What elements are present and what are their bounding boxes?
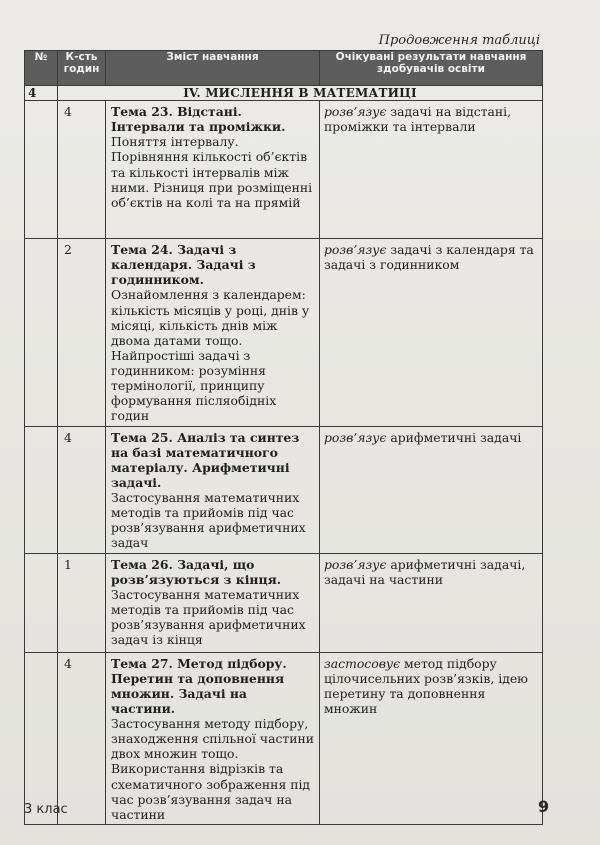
page-number: 9 [538,797,550,816]
content-cell [106,239,320,427]
result-verb: розв’язує [324,556,387,572]
hours-cell: 4 [58,652,106,824]
row-number-cell [25,239,58,427]
results-cell [320,239,543,427]
result-text: задачі на відстані, проміжки та інтервали [324,104,512,135]
topic-title: Тема 27. Метод підбору. Перетин та доповнення множин. Задачі на частини. [111,655,287,716]
hours-cell: 2 [58,239,106,427]
curriculum-table [24,50,543,825]
continuation-label: Продовження таблиці [378,33,540,48]
table-header-row [25,51,543,86]
row-number-cell [25,426,58,553]
hours-cell: 4 [58,426,106,553]
topic-description: Поняття інтервалу. Порівняння кількості об’єктів та кількості інтервалів між ними. Різниця при розміщенні об’єктів на колі та на прямій [111,134,313,210]
row-number-cell [25,101,58,239]
topic-description: Застосування математичних методів та прийомів під час розв’язування арифметичних задач із кінця [111,586,306,648]
topic-description: Застосування математичних методів та прийомів під час розв’язування арифметичних задач [111,490,306,551]
results-cell [320,553,543,652]
topic-description: Застосування методу підбору, знаходження спільної частини двох множин тощо. Використання відрізків та схематичного зображення під час розв’язування задач на частини [111,716,315,822]
table-row [25,426,543,553]
result-text: метод підбору цілочисельних розв’язків, ідею перетину та доповнення множин [324,655,528,716]
hours-cell: 4 [58,101,106,239]
content-cell [106,553,320,652]
topic-title: Тема 25. Аналіз та синтез на базі математичного матеріалу. Арифметичні задачі. [111,429,300,490]
section-title: IV. МИСЛЕННЯ В МАТЕМАТИЦІ [58,86,543,101]
header-hours: К-сть годин [58,51,106,86]
results-cell [320,101,543,239]
row-number-cell [25,553,58,652]
result-verb: розв’язує [324,242,387,257]
result-text: арифметичні задачі, задачі на частини [324,556,526,587]
table-row [25,553,543,652]
table-row [25,239,543,427]
footer-grade-label: 3 клас [24,802,68,817]
results-cell [320,652,543,824]
content-cell [106,652,320,824]
content-cell [106,426,320,553]
hours-cell: 1 [58,553,106,652]
result-verb: розв’язує [324,104,387,119]
topic-title: Тема 26. Задачі, що розв’язуються з кінця. [111,556,282,587]
row-number-cell [25,652,58,824]
result-text: задачі з календаря та задачі з годинником [324,242,534,273]
table-row [25,652,543,824]
content-cell [106,101,320,239]
result-verb: застосовує [324,655,401,671]
section-number: 4 [25,86,58,101]
result-text: арифметичні задачі [386,429,522,445]
topic-title: Тема 23. Відстані. Інтервали та проміжки. [111,104,286,135]
topic-title: Тема 24. Задачі з календаря. Задачі з годинником. [111,242,256,288]
topic-description: Ознайомлення з календарем: кількість місяців у році, днів у місяці, кількість днів між двома датами тощо. Найпростіші задачі з годинником: розуміння термінології, принципу формування післяобідніх годин [111,287,310,424]
section-row [25,86,543,101]
header-results: Очікувані результати навчання здобувачів освіти [320,51,543,86]
table-row [25,101,543,239]
results-cell [320,426,543,553]
header-number: № [25,51,58,86]
header-content: Зміст навчання [106,51,320,86]
result-verb: розв’язує [324,429,387,445]
